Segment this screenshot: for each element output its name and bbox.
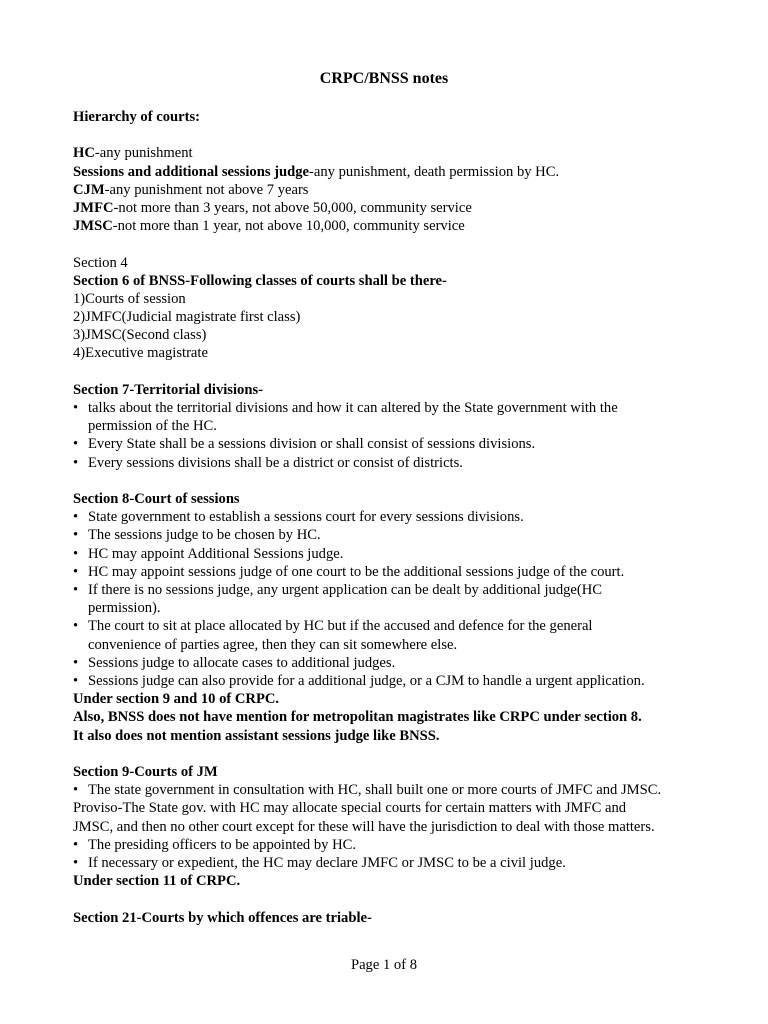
- section-note: Under section 11 of CRPC.: [73, 873, 241, 890]
- section-heading: Section 6 of BNSS-Following classes of courts shall be there-: [73, 272, 447, 289]
- hierarchy-entry: JMSC-not more than 1 year, not above 10,000, community service: [73, 218, 465, 235]
- bullet-icon: •: [73, 527, 79, 544]
- page-number: Page 1 of 8: [350, 957, 418, 973]
- bullet-icon: •: [73, 854, 79, 871]
- list-item: 3)JMSC(Second class): [73, 327, 207, 344]
- document-body: [73, 108, 713, 927]
- bullet-item: • Sessions judge can also provide for a additional judge, or a CJM to handle a urgent application.: [73, 673, 645, 690]
- bullet-item: • Sessions judge to allocate cases to additional judges.: [73, 654, 396, 671]
- proviso-text: Proviso-The State gov. with HC may allocate special courts for certain matters with JMFC and: [73, 800, 627, 817]
- bullet-item: • Every sessions divisions shall be a district or consist of districts.: [73, 454, 463, 471]
- bullet-item: • If there is no sessions judge, any urgent application can be dealt by additional judge(HC permission).: [73, 582, 603, 617]
- list-item: 1)Courts of session: [73, 290, 186, 307]
- bullet-icon: •: [73, 618, 79, 635]
- list-item: 2)JMFC(Judicial magistrate first class): [73, 309, 301, 326]
- bullet-icon: •: [73, 436, 79, 453]
- bullet-item: • The court to sit at place allocated by HC but if the accused and defence for the general convenience of parties agree, then they can sit somewhere else.: [73, 618, 593, 653]
- bullet-item: • The sessions judge to be chosen by HC.: [73, 527, 321, 544]
- section-heading: Section 9-Courts of JM: [73, 763, 218, 780]
- hierarchy-heading: Hierarchy of courts:: [73, 109, 200, 125]
- bullet-icon: •: [73, 836, 79, 853]
- bullet-item: • HC may appoint sessions judge of one court to be the additional sessions judge of the court.: [73, 563, 625, 580]
- hierarchy-entry: JMFC-not more than 3 years, not above 50,000, community service: [73, 199, 472, 216]
- bullet-icon: •: [73, 782, 79, 799]
- section-note: Under section 9 and 10 of CRPC.: [73, 691, 280, 708]
- bullet-item: • HC may appoint Additional Sessions judge.: [73, 545, 344, 562]
- bullet-item: • Every State shall be a sessions division or shall consist of sessions divisions.: [73, 436, 536, 453]
- hierarchy-entry: CJM-any punishment not above 7 years: [73, 181, 309, 198]
- bullet-icon: •: [73, 545, 79, 562]
- bullet-icon: •: [73, 563, 79, 580]
- proviso-text: JMSC, and then no other court except for these will have the jurisdiction to deal with those matters.: [73, 818, 655, 835]
- section-heading: Section 7-Territorial divisions-: [73, 381, 263, 398]
- bullet-icon: •: [73, 654, 79, 671]
- bullet-item: • If necessary or expedient, the HC may declare JMFC or JMSC to be a civil judge.: [73, 854, 566, 871]
- bullet-icon: •: [73, 454, 79, 471]
- bullet-icon: •: [73, 582, 79, 598]
- bullet-item: • The state government in consultation with HC, shall built one or more courts of JMFC and JMSC.: [73, 782, 662, 799]
- section-label: Section 4: [73, 254, 128, 271]
- section-note: Also, BNSS does not have mention for metropolitan magistrates like CRPC under section 8.: [73, 709, 642, 726]
- section-heading: Section 21-Courts by which offences are triable-: [73, 909, 372, 926]
- bullet-icon: •: [73, 673, 79, 690]
- bullet-icon: •: [73, 400, 79, 416]
- section-heading: Section 8-Court of sessions: [73, 491, 240, 507]
- bullet-item: • State government to establish a sessions court for every sessions divisions.: [73, 509, 524, 526]
- bullet-icon: •: [73, 509, 79, 526]
- page-title: CRPC/BNSS notes: [319, 70, 449, 87]
- hierarchy-entry: HC-any punishment: [73, 145, 193, 162]
- hierarchy-entry: Sessions and additional sessions judge-any punishment, death permission by HC.: [73, 163, 560, 180]
- bullet-item: • talks about the territorial divisions and how it can altered by the State government with the permission of the HC.: [73, 400, 618, 435]
- section-note: It also does not mention assistant sessions judge like BNSS.: [73, 727, 440, 744]
- list-item: 4)Executive magistrate: [73, 345, 208, 362]
- bullet-item: • The presiding officers to be appointed by HC.: [73, 836, 357, 853]
